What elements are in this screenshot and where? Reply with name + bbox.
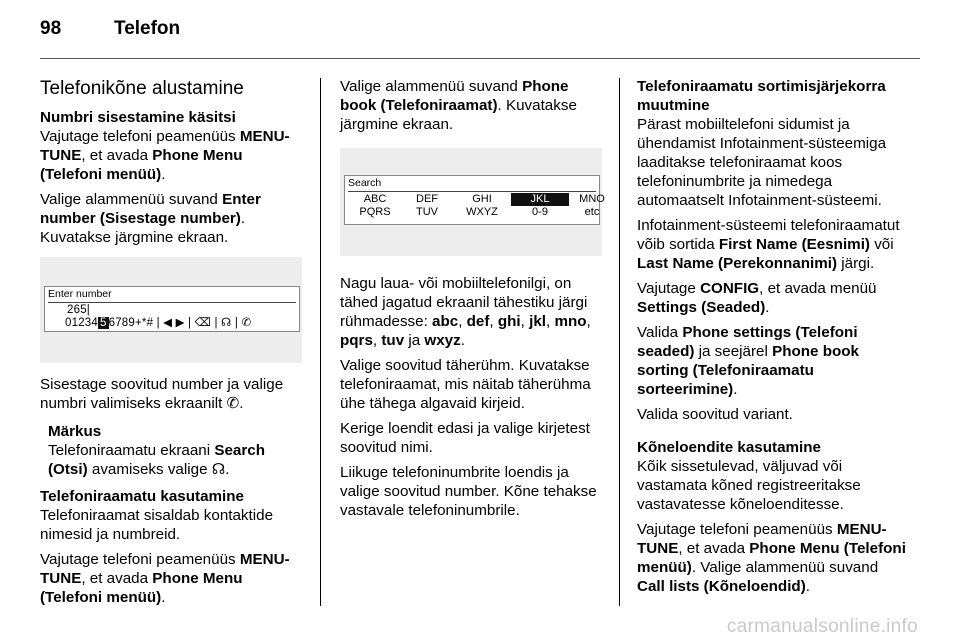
- paragraph: Liikuge telefoninumbrite loendis ja valige soovitud number. Kõne tehakse vastavale telefoninumbrile.: [340, 464, 597, 519]
- watermark: carmanualsonline.info: [726, 616, 918, 637]
- note-title: Märkus: [48, 423, 102, 440]
- group-key[interactable]: GHI: [472, 193, 492, 205]
- paragraph: Vajutage telefoni peamenüüs MENU-TUNE, et avada Phone Menu (Telefoni menüü).: [40, 128, 290, 183]
- search-screen: [344, 175, 605, 225]
- entered-number: 265|: [67, 304, 90, 316]
- selected-digit: 5: [99, 317, 107, 329]
- header-rule: [40, 58, 920, 59]
- page-header: [40, 18, 180, 40]
- screen-title-underline: [348, 191, 596, 192]
- group-key[interactable]: WXYZ: [466, 206, 498, 218]
- screen-title: Search: [348, 177, 382, 189]
- group-key[interactable]: PQRS: [359, 206, 391, 218]
- group-key[interactable]: 0-9: [532, 206, 548, 218]
- screen-title: Enter number: [48, 288, 112, 300]
- column-1: [40, 77, 308, 613]
- paragraph: Sisestage soovitud number ja valige numbri valimiseks ekraanilt ✆.: [40, 376, 284, 412]
- paragraph: Nagu laua- või mobiiltelefonilgi, on tähed jagatud ekraanil tähestiku järgi rühmadesse: abc, def, ghi, jkl, mno, pqrs, tuv ja wxyz.: [340, 275, 591, 349]
- paragraph: Vajutage telefoni peamenüüs MENU-TUNE, et avada Phone Menu (Telefoni menüü).: [40, 551, 290, 606]
- paragraph: Pärast mobiiltelefoni sidumist ja ühendamist Infotainment-süsteemiga laaditakse telefoniraamat koos telefoninumbrite ja nimedega automaatselt Infotainment-süsteemi.: [637, 116, 887, 209]
- paragraph: Valida soovitud variant.: [637, 406, 793, 423]
- phonebook-icon: ☊: [211, 461, 226, 478]
- group-key[interactable]: MNO: [579, 193, 605, 205]
- paragraph: Valige alammenüü suvand Phone book (Telefoniraamat). Kuvatakse järgmine ekraan.: [340, 78, 577, 133]
- group-key[interactable]: TUV: [416, 206, 438, 218]
- paragraph: Vajutage telefoni peamenüüs MENU-TUNE, et avada Phone Menu (Telefoni menüü). Valige alammenüü suvand Call lists (Kõneloendid).: [637, 521, 906, 595]
- screen-title-underline: [48, 302, 296, 303]
- enter-number-screen: [44, 286, 300, 332]
- paragraph: Valige alammenüü suvand Enter number (Sisestage number). Kuvatakse järgmine ekraan.: [40, 191, 261, 246]
- page-number: 98: [40, 18, 62, 39]
- paragraph: Kerige loendit edasi ja valige kirjetest soovitud nimi.: [340, 420, 590, 456]
- group-key-selected[interactable]: JKL: [511, 193, 569, 206]
- search-screenshot: [340, 148, 605, 256]
- group-key[interactable]: DEF: [416, 193, 438, 205]
- paragraph: Valige soovitud täherühm. Kuvatakse telefoniraamat, mis näitab täherühma ühe tähega algavaid kirjeid.: [340, 357, 591, 412]
- column-3: [637, 77, 909, 602]
- column-divider: [320, 78, 321, 606]
- paragraph: Valida Phone settings (Telefoni seaded) ja seejärel Phone book sorting (Telefoniraamatu sorteerimine).: [637, 324, 859, 398]
- group-key[interactable]: etc: [584, 206, 600, 218]
- section-heading: Telefonikõne alustamine: [40, 78, 244, 99]
- column-2: [340, 77, 606, 526]
- letter-group-grid: [349, 193, 615, 219]
- digit-keypad: 01234 5 6789+*# | ◀ ▶ | ⌫ | ☊ | ✆: [65, 317, 252, 329]
- chapter-title: Telefon: [114, 18, 181, 39]
- note-text: Telefoniraamatu ekraani Search (Otsi) avamiseks valige ☊.: [48, 442, 265, 478]
- paragraph: Telefoniraamat sisaldab kontaktide nimesid ja numbreid.: [40, 507, 274, 543]
- subheading-manual-entry: Numbri sisestamine käsitsi: [40, 109, 236, 126]
- phone-icon: ✆: [226, 395, 240, 412]
- subheading-sort-order: Telefoniraamatu sortimisjärjekorra muutmine: [637, 78, 886, 114]
- subheading-call-lists: Kõneloendite kasutamine: [637, 439, 821, 456]
- paragraph: Infotainment-süsteemi telefoniraamatut võib sortida First Name (Eesnimi) või Last Name (Perekonnanimi) järgi.: [637, 217, 900, 272]
- enter-number-screenshot: [40, 257, 302, 363]
- paragraph: Vajutage CONFIG, et avada menüü Settings (Seaded).: [637, 280, 877, 316]
- paragraph: Kõik sissetulevad, väljuvad või vastamata kõned registreeritakse vastavatesse kõneloenditesse.: [637, 458, 861, 513]
- group-key[interactable]: ABC: [363, 193, 387, 205]
- column-divider: [619, 78, 620, 606]
- note-box: [48, 422, 308, 479]
- subheading-phonebook: Telefoniraamatu kasutamine: [40, 488, 244, 505]
